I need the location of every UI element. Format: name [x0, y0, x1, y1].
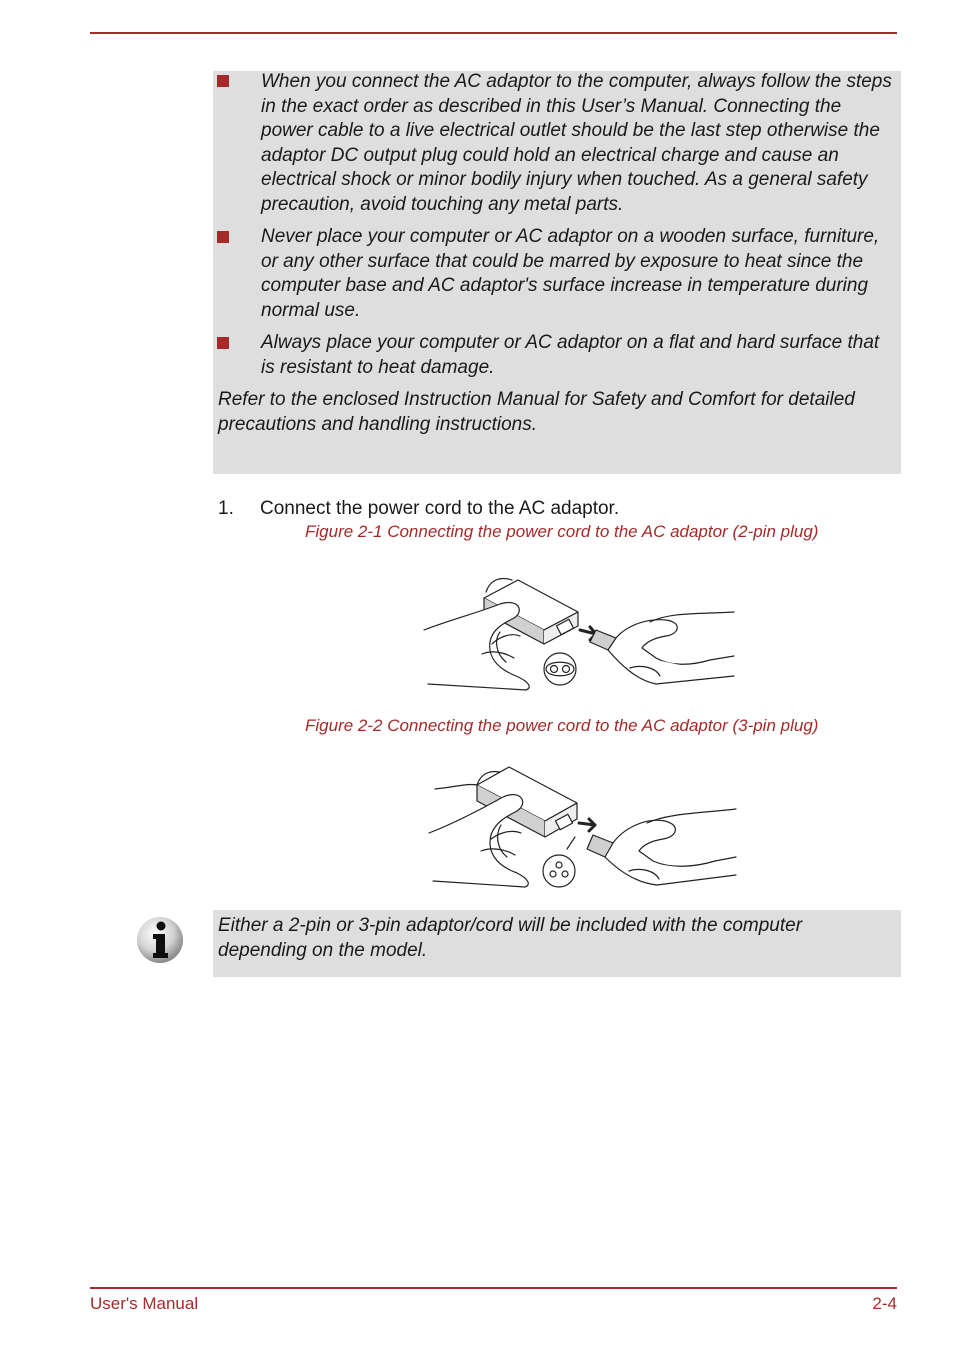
step-1: [218, 497, 619, 521]
note-text: Either a 2-pin or 3-pin adaptor/cord will be included with the computer depending on the model.: [218, 915, 803, 961]
square-bullet-icon: [217, 337, 229, 349]
warning-list: [213, 70, 895, 380]
refer-text: Refer to the enclosed Instruction Manual for Safety and Comfort for detailed precautions and handling instructions.: [218, 389, 855, 435]
warning-box: [213, 71, 901, 474]
info-icon: [136, 915, 186, 965]
note-box: [213, 910, 901, 977]
figure-caption: Figure 2-2 Connecting the power cord to the AC adaptor (3-pin plug): [305, 716, 819, 735]
warning-item: [213, 331, 895, 380]
warning-item-text: Always place your computer or AC adaptor on a flat and hard surface that is resistant to heat damage.: [261, 332, 880, 378]
adaptor-3pin-illustration: [425, 763, 740, 893]
square-bullet-icon: [217, 231, 229, 243]
step-number: 1.: [218, 498, 234, 519]
warning-item-text: When you connect the AC adaptor to the computer, always follow the steps in the exact order as described in this User’s Manual. Connecting the power cable to a live electrical outlet should be the last step otherwise the adaptor DC output plug could hold an electrical charge and cause an electrical shock or minor bodily injury when touched. As a general safety precaution, avoid touching any metal parts.: [261, 71, 892, 215]
figure-caption: Figure 2-1 Connecting the power cord to the AC adaptor (2-pin plug): [305, 522, 819, 541]
square-bullet-icon: [217, 75, 229, 87]
footer-rule: [90, 1287, 897, 1289]
warning-item: [213, 70, 895, 217]
page-number: 2-4: [872, 1294, 897, 1313]
step-text: Connect the power cord to the AC adaptor.: [260, 498, 620, 519]
warning-item: [213, 225, 895, 323]
warning-item-text: Never place your computer or AC adaptor on a wooden surface, furniture, or any other surface that could be marred by exposure to heat since the computer base and AC adaptor's surface increase in temperature during normal use.: [261, 226, 880, 321]
header-rule: [90, 32, 897, 34]
adaptor-2pin-illustration: [420, 572, 740, 692]
footer-manual-title: User's Manual: [90, 1294, 199, 1313]
